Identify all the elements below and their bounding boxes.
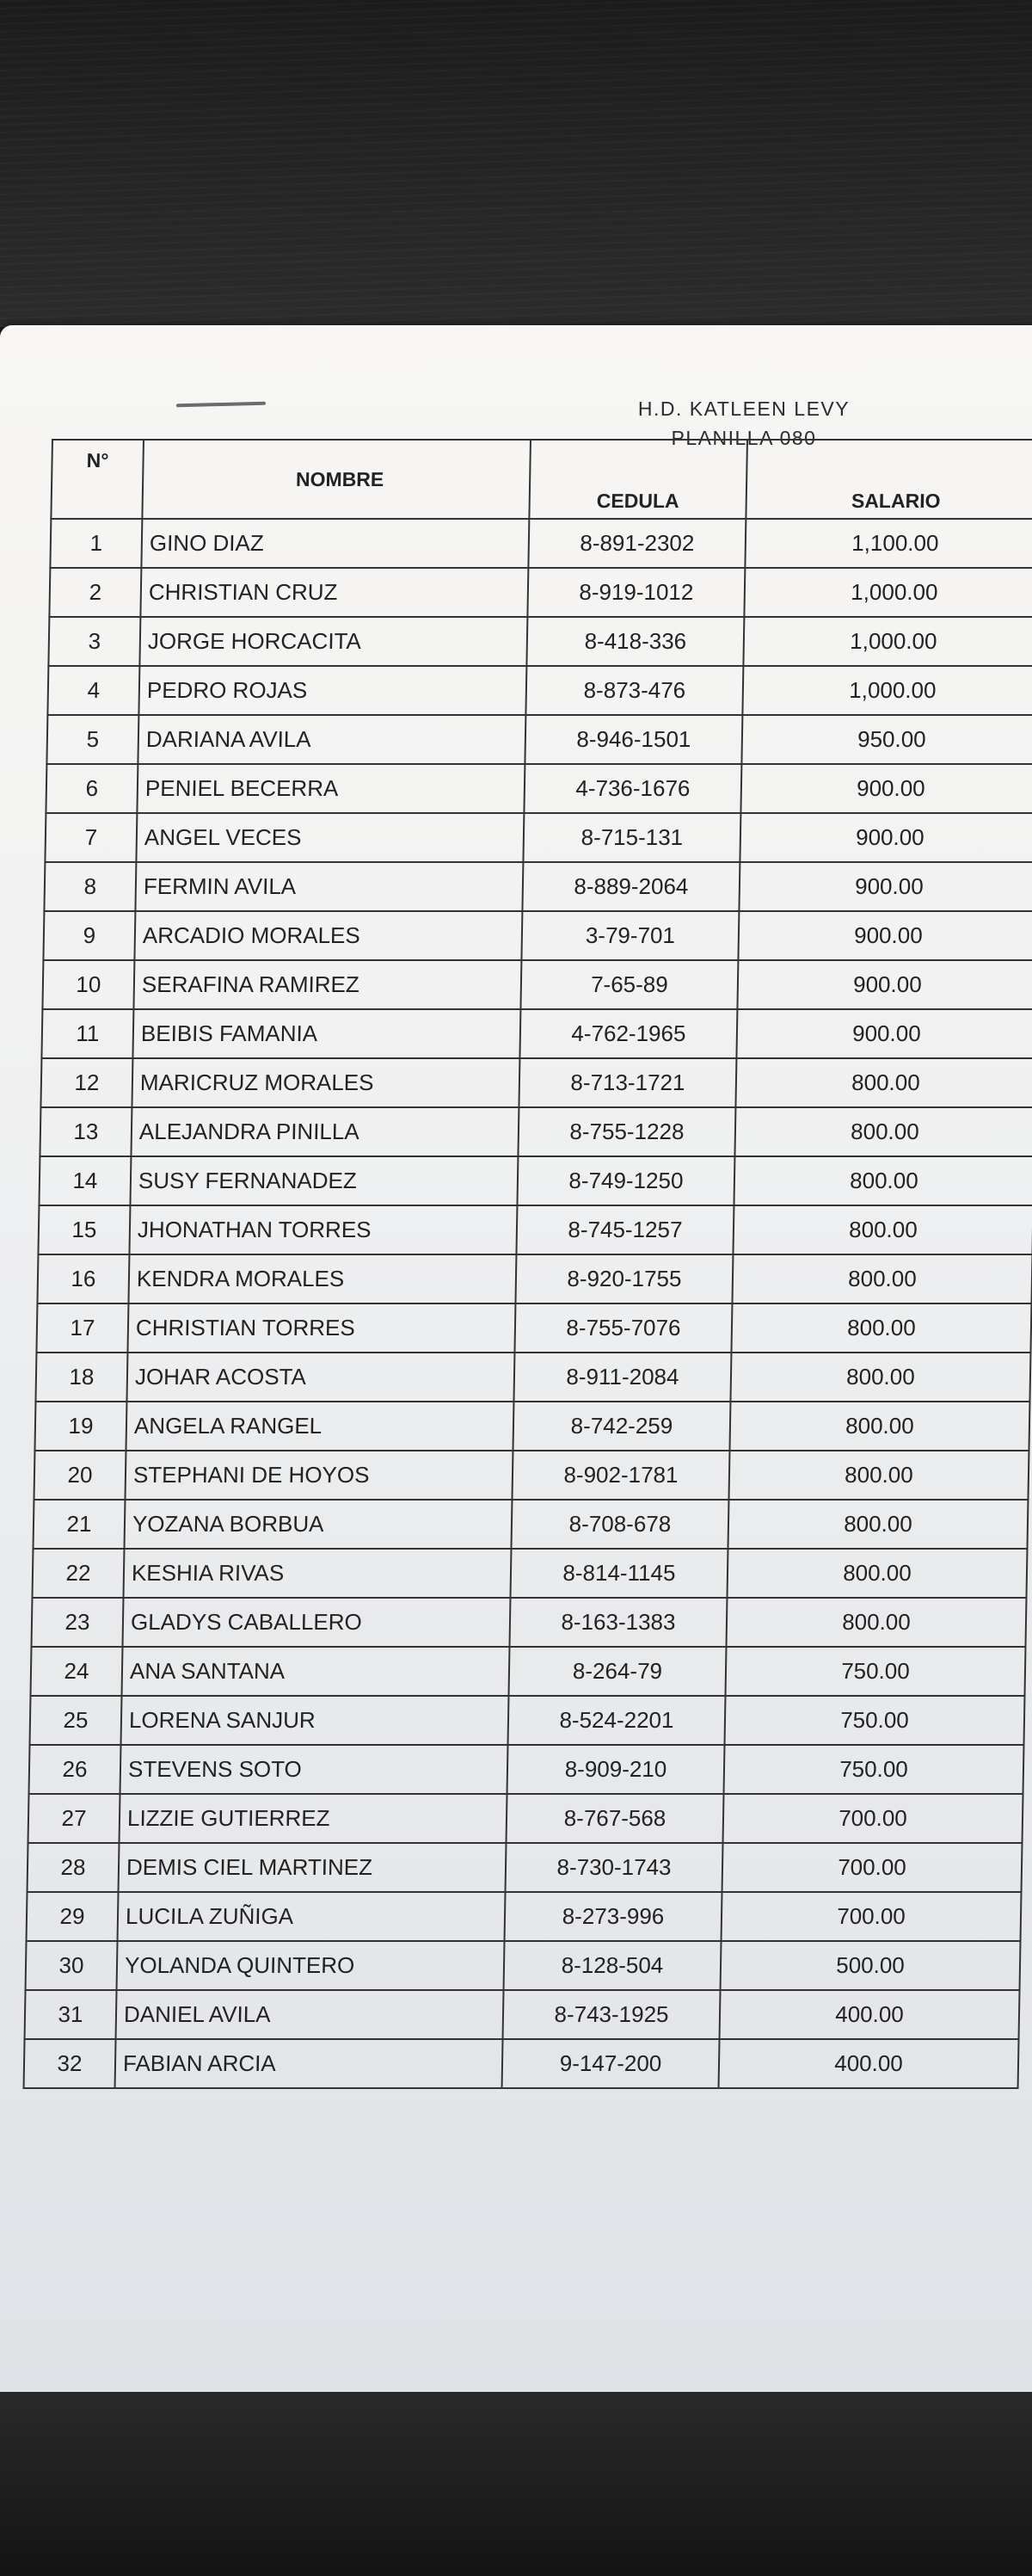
cedula-value: 3-79-701 (521, 911, 739, 960)
row-number: 15 (38, 1205, 130, 1254)
cedula-value: 7-65-89 (520, 960, 738, 1009)
table-row (50, 519, 1032, 568)
salary-value: 1,000.00 (742, 666, 1032, 715)
table-row (33, 1500, 1028, 1549)
row-number: 14 (39, 1156, 131, 1205)
row-number: 18 (35, 1353, 127, 1402)
employee-name: YOLANDA QUINTERO (117, 1941, 505, 1990)
cedula-value: 8-891-2302 (528, 519, 746, 568)
cedula-value: 8-715-131 (523, 813, 740, 862)
table-row (25, 1990, 1020, 2039)
row-number: 6 (46, 764, 138, 813)
cedula-value: 8-264-79 (508, 1647, 726, 1696)
cedula-value: 8-742-259 (513, 1402, 730, 1451)
salary-value: 900.00 (738, 911, 1032, 960)
salary-value: 900.00 (740, 813, 1032, 862)
row-number: 30 (26, 1941, 118, 1990)
row-number: 8 (44, 862, 136, 911)
row-number: 22 (32, 1549, 124, 1598)
cedula-value: 8-730-1743 (506, 1843, 723, 1892)
table-row (45, 813, 1032, 862)
cedula-value: 8-911-2084 (513, 1353, 731, 1402)
employee-name: DARIANA AVILA (138, 715, 525, 764)
cedula-value: 8-745-1257 (516, 1205, 734, 1254)
table-row (28, 1843, 1023, 1892)
employee-name: ALEJANDRA PINILLA (131, 1107, 519, 1156)
column-header-salario: SALARIO (746, 440, 1032, 519)
cedula-value: 8-767-568 (507, 1794, 724, 1843)
row-number: 24 (30, 1647, 122, 1696)
row-number: 7 (45, 813, 137, 862)
cedula-value: 8-755-1228 (518, 1107, 735, 1156)
table-row (40, 1058, 1032, 1107)
row-number: 27 (28, 1794, 120, 1843)
table-row (46, 715, 1032, 764)
employee-name: YOZANA BORBUA (124, 1500, 512, 1549)
column-header-name: NOMBRE (142, 440, 531, 519)
row-number: 21 (33, 1500, 125, 1549)
cedula-value: 8-919-1012 (527, 568, 745, 617)
salary-value: 700.00 (722, 1843, 1023, 1892)
cedula-value: 8-163-1383 (509, 1598, 727, 1647)
row-number: 29 (27, 1892, 119, 1941)
salary-value: 800.00 (730, 1353, 1030, 1402)
salary-value: 800.00 (728, 1500, 1028, 1549)
row-number: 9 (43, 911, 135, 960)
cedula-value: 8-909-210 (507, 1745, 725, 1794)
cedula-value: 8-749-1250 (517, 1156, 734, 1205)
table-header-row (51, 440, 1032, 519)
table-row (28, 1794, 1023, 1843)
salary-value: 500.00 (721, 1941, 1021, 1990)
employee-name: STEPHANI DE HOYOS (125, 1451, 513, 1500)
table-row (32, 1549, 1027, 1598)
table-row (44, 862, 1032, 911)
table-row (30, 1696, 1025, 1745)
employee-name: CHRISTIAN TORRES (127, 1303, 515, 1353)
employee-name: ARCADIO MORALES (134, 911, 522, 960)
employee-name: LUCILA ZUÑIGA (118, 1892, 506, 1941)
row-number: 1 (50, 519, 142, 568)
cedula-value: 8-708-678 (511, 1500, 728, 1549)
salary-value: 800.00 (726, 1598, 1026, 1647)
salary-value: 800.00 (732, 1254, 1032, 1303)
employee-name: BEIBIS FAMANIA (132, 1009, 520, 1058)
employee-name: JORGE HORCACITA (139, 617, 527, 666)
salary-value: 900.00 (736, 1009, 1032, 1058)
row-number: 32 (24, 2039, 116, 2088)
table-row (34, 1451, 1029, 1500)
cedula-value: 8-814-1145 (510, 1549, 728, 1598)
cedula-value: 8-743-1925 (503, 1990, 721, 2039)
salary-value: 950.00 (741, 715, 1032, 764)
employee-name: DEMIS CIEL MARTINEZ (119, 1843, 507, 1892)
column-header-cedula: CEDULA (529, 440, 747, 519)
employee-name: SERAFINA RAMIREZ (133, 960, 521, 1009)
employee-name: PENIEL BECERRA (137, 764, 525, 813)
salary-value: 800.00 (733, 1205, 1032, 1254)
table-body (24, 519, 1032, 2088)
employee-name: ANGEL VECES (136, 813, 524, 862)
cedula-value: 8-889-2064 (522, 862, 740, 911)
table-row (34, 1402, 1029, 1451)
row-number: 3 (48, 617, 140, 666)
salary-value: 800.00 (727, 1549, 1027, 1598)
employee-name: GLADYS CABALLERO (122, 1598, 510, 1647)
employee-name: FABIAN ARCIA (115, 2039, 503, 2088)
row-number: 17 (36, 1303, 128, 1353)
salary-value: 400.00 (719, 2039, 1019, 2088)
cedula-value: 8-755-7076 (514, 1303, 732, 1353)
salary-value: 800.00 (734, 1107, 1032, 1156)
cedula-value: 8-128-504 (504, 1941, 722, 1990)
row-number: 26 (29, 1745, 121, 1794)
cedula-value: 8-713-1721 (519, 1058, 736, 1107)
table-row (41, 1009, 1032, 1058)
cedula-value: 8-920-1755 (515, 1254, 733, 1303)
row-number: 28 (28, 1843, 120, 1892)
payroll-table (23, 439, 1032, 2089)
employee-name: KENDRA MORALES (128, 1254, 516, 1303)
table-row (24, 2039, 1019, 2088)
cedula-value: 8-418-336 (526, 617, 744, 666)
employee-name: FERMIN AVILA (135, 862, 523, 911)
salary-value: 800.00 (734, 1156, 1032, 1205)
cedula-value: 4-736-1676 (524, 764, 741, 813)
employee-name: LORENA SANJUR (121, 1696, 509, 1745)
employee-name: LIZZIE GUTIERREZ (120, 1794, 507, 1843)
employee-name: GINO DIAZ (141, 519, 529, 568)
salary-value: 1,000.00 (743, 617, 1032, 666)
employee-name: PEDRO ROJAS (138, 666, 526, 715)
row-number: 25 (30, 1696, 122, 1745)
cedula-value: 4-762-1965 (519, 1009, 737, 1058)
table-row (48, 617, 1032, 666)
salary-value: 750.00 (725, 1647, 1025, 1696)
table-row (27, 1892, 1022, 1941)
cedula-value: 8-902-1781 (512, 1451, 729, 1500)
employee-name: DANIEL AVILA (116, 1990, 504, 2039)
row-number: 10 (42, 960, 134, 1009)
salary-value: 900.00 (740, 764, 1032, 813)
table-row (40, 1107, 1032, 1156)
table-row (29, 1745, 1024, 1794)
cedula-value: 8-273-996 (505, 1892, 722, 1941)
table-row (36, 1303, 1031, 1353)
salary-value: 700.00 (722, 1892, 1022, 1941)
salary-value: 1,100.00 (745, 519, 1032, 568)
employee-name: ANGELA RANGEL (126, 1402, 513, 1451)
column-header-num: N° (51, 440, 144, 519)
row-number: 16 (37, 1254, 129, 1303)
salary-value: 800.00 (729, 1402, 1029, 1451)
employee-name: JOHAR ACOSTA (126, 1353, 514, 1402)
employee-name: ANA SANTANA (121, 1647, 509, 1696)
table-row (30, 1647, 1025, 1696)
row-number: 2 (49, 568, 141, 617)
cedula-value: 8-524-2201 (508, 1696, 726, 1745)
employee-name: JHONATHAN TORRES (129, 1205, 517, 1254)
employee-name: MARICRUZ MORALES (132, 1058, 519, 1107)
salary-value: 750.00 (725, 1696, 1025, 1745)
salary-value: 700.00 (723, 1794, 1023, 1843)
table-container (0, 439, 1032, 2194)
salary-value: 1,000.00 (744, 568, 1032, 617)
row-number: 19 (34, 1402, 126, 1451)
row-number: 12 (40, 1058, 132, 1107)
row-number: 20 (34, 1451, 126, 1500)
employee-name: CHRISTIAN CRUZ (140, 568, 528, 617)
table-row (26, 1941, 1021, 1990)
table-row (49, 568, 1032, 617)
row-number: 31 (25, 1990, 117, 2039)
desk-background-bottom (0, 2392, 1032, 2576)
salary-value: 750.00 (724, 1745, 1024, 1794)
table-row (42, 960, 1032, 1009)
table-row (46, 764, 1032, 813)
employee-name: KESHIA RIVAS (123, 1549, 511, 1598)
table-row (37, 1254, 1032, 1303)
header-line-1: H.D. KATLEEN LEVY (637, 397, 851, 420)
cedula-value: 8-946-1501 (525, 715, 742, 764)
salary-value: 800.00 (728, 1451, 1029, 1500)
header-line-2: PLANILLA 080 (671, 427, 817, 449)
salary-value: 400.00 (720, 1990, 1020, 2039)
row-number: 13 (40, 1107, 132, 1156)
salary-value: 900.00 (739, 862, 1032, 911)
table-row (38, 1205, 1032, 1254)
table-row (43, 911, 1032, 960)
salary-value: 800.00 (735, 1058, 1032, 1107)
salary-value: 900.00 (737, 960, 1032, 1009)
table-row (47, 666, 1032, 715)
row-number: 5 (46, 715, 138, 764)
table-row (35, 1353, 1030, 1402)
table-row (31, 1598, 1026, 1647)
cedula-value: 8-873-476 (525, 666, 743, 715)
employee-name: SUSY FERNANADEZ (130, 1156, 518, 1205)
row-number: 23 (31, 1598, 123, 1647)
desk-background-top (0, 0, 1032, 327)
row-number: 11 (41, 1009, 133, 1058)
row-number: 4 (47, 666, 139, 715)
employee-name: STEVENS SOTO (120, 1745, 508, 1794)
table-row (39, 1156, 1032, 1205)
salary-value: 800.00 (731, 1303, 1031, 1353)
cedula-value: 9-147-200 (502, 2039, 720, 2088)
